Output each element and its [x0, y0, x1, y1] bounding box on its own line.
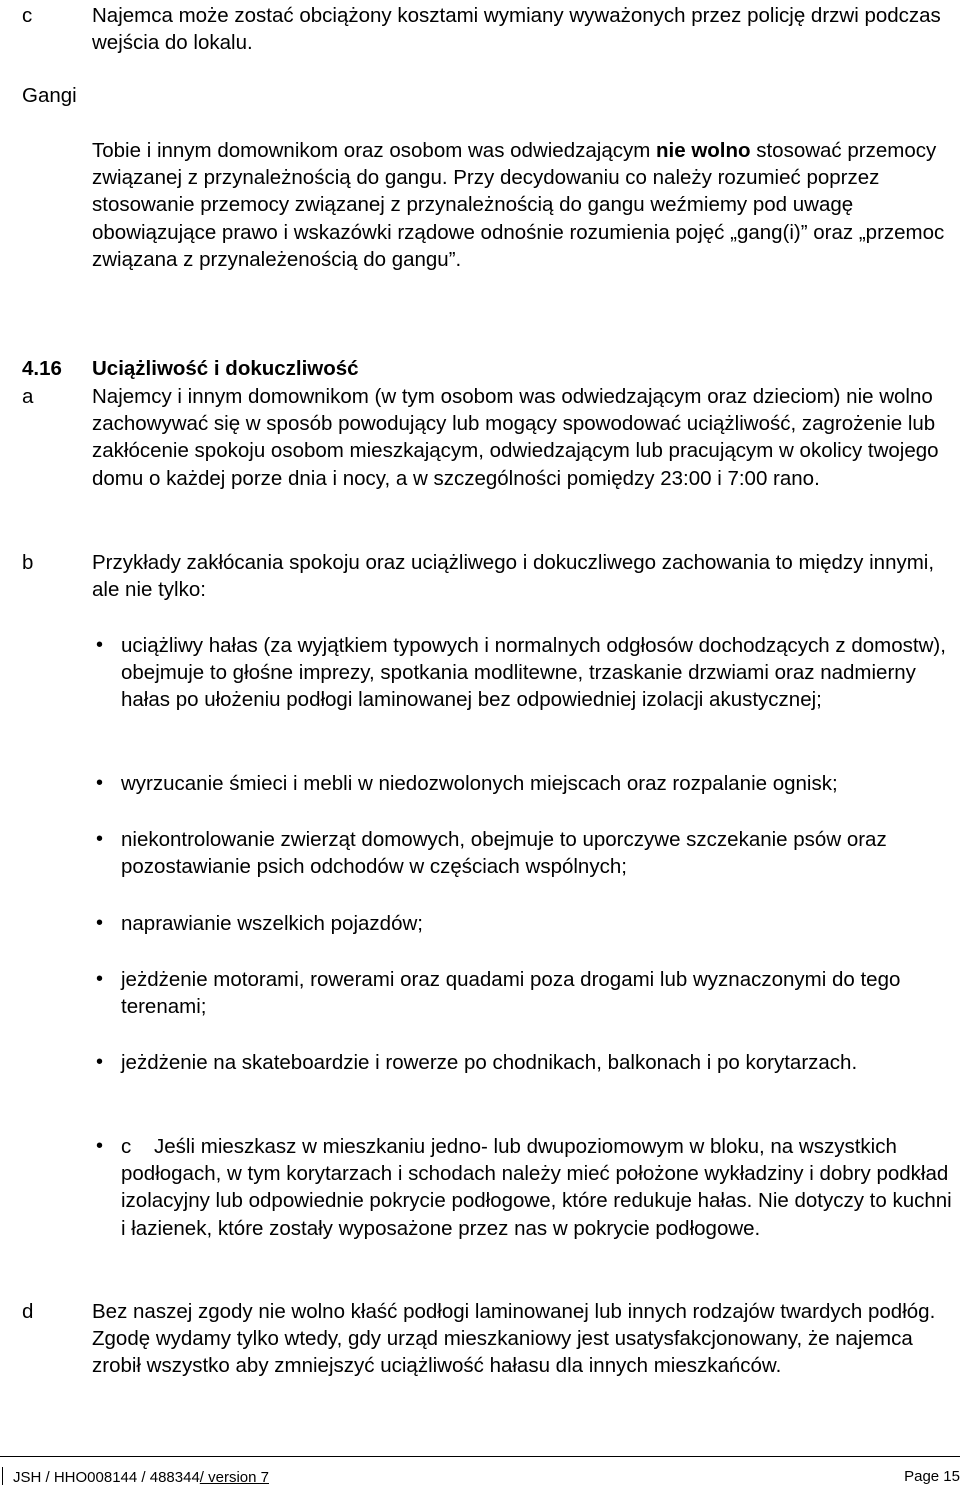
item-label-a: a: [22, 385, 34, 408]
footer-divider: [0, 1456, 960, 1457]
bullet-item: naprawianie wszelkich pojazdów;: [121, 912, 423, 935]
footer-ref-plain: JSH / HHO008144 / 488344: [13, 1469, 200, 1486]
bullet-item: jeżdżenie motorami, rowerami oraz quadami poza drogami lub wyznaczonymi do tego terenami;: [121, 968, 901, 1019]
bullet-icon: •: [96, 1051, 104, 1073]
bullet-item: uciążliwy hałas (za wyjątkiem typowych i normalnych odgłosów dochodzących z domostw), obejmuje to głośne imprezy, spotkania modlitewne, trzaskanie drzwiami oraz nadmierny hałas po ułożeniu podłogi laminowanej bez odpowiedniej izolacji akustycznej;: [121, 634, 946, 712]
gangi-text-bold: nie wolno: [656, 139, 751, 162]
bullet-icon: •: [96, 1135, 104, 1157]
page-number: Page 15: [904, 1468, 960, 1485]
bullet-icon: •: [96, 912, 104, 934]
item-text-b: Przykłady zakłócania spokoju oraz uciążliwego i dokuczliwego zachowania to między innymi, ale nie tylko:: [92, 551, 935, 602]
bullet-icon: •: [96, 828, 104, 850]
footer-bar: [2, 1467, 3, 1485]
footer-ref-version: / version 7: [199, 1469, 269, 1486]
bullet-item: wyrzucanie śmieci i mebli w niedozwolonych miejscach oraz rozpalanie ognisk;: [121, 772, 838, 795]
bullet-item: jeżdżenie na skateboardzie i rowerze po chodnikach, balkonach i po korytarzach.: [121, 1051, 858, 1074]
section-title: Uciążliwość i dokuczliwość: [92, 357, 359, 380]
gangi-text-post: stosować przemocy związanej z przynależnością do gangu. Przy decydowaniu co należy rozumieć poprzez stosowanie przemocy związanej z przynależnością do gangu weźmiemy pod uwagę obowiązujące prawo i wskazówki rządowe odnośnie rozumienia pojęć „gang(i)” oraz „przemoc związana z przynależenością do gangu”.: [92, 139, 945, 271]
item-text-d: Bez naszej zgody nie wolno kłaść podłogi laminowanej lub innych rodzajów twardych podłóg. Zgodę wydamy tylko wtedy, gdy urząd mieszkaniowy jest usatysfakcjonowany, że najemca zrobił wszystko aby zmniejszyć uciążliwość hałasu dla innych mieszkańców.: [92, 1300, 936, 1378]
bullet-icon: •: [96, 634, 104, 656]
section-number: 4.16: [22, 357, 62, 380]
item-label-c: c: [22, 4, 33, 27]
bullet-item: c Jeśli mieszkasz w mieszkaniu jedno- lub dwupoziomowym w bloku, na wszystkich podłogach, w tym korytarzach i schodach należy mieć położone wykładziny i dobry podkład izolacyjny lub odpowiednie pokrycie podłogowe, które redukuje hałas. Nie dotyczy to kuchni i łazienek, które zostały wyposażone przez nas w pokrycie podłogowe.: [121, 1135, 958, 1240]
bullet-item: niekontrolowanie zwierząt domowych, obejmuje to uporczywe szczekanie psów oraz pozostawianie psich odchodów w częściach wspólnych;: [121, 828, 887, 879]
bullet-icon: •: [96, 772, 104, 794]
item-label-b: b: [22, 551, 34, 574]
gangi-paragraph: [92, 137, 960, 273]
gangi-text-pre: Tobie i innym domownikom oraz osobom was odwiedzającym: [92, 139, 656, 162]
bullet-icon: •: [96, 968, 104, 990]
item-text-c: Najemca może zostać obciążony kosztami wymiany wyważonych przez policję drzwi podczas wejścia do lokalu.: [92, 4, 941, 55]
item-text-a: Najemcy i innym domownikom (w tym osobom was odwiedzającym oraz dzieciom) nie wolno zachowywać się w sposób powodujący lub mogący spowodować uciążliwość, zagrożenie lub zakłócenie spokoju osobom mieszkającym, odwiedzającym lub pracującym w okolicy twojego domu o każdej porze dnia i nocy, a w szczególności pomiędzy 23:00 i 7:00 rano.: [92, 385, 939, 490]
footer-reference: [2, 1467, 269, 1488]
item-label-d: d: [22, 1300, 34, 1323]
section-heading-gangi: Gangi: [22, 84, 77, 107]
